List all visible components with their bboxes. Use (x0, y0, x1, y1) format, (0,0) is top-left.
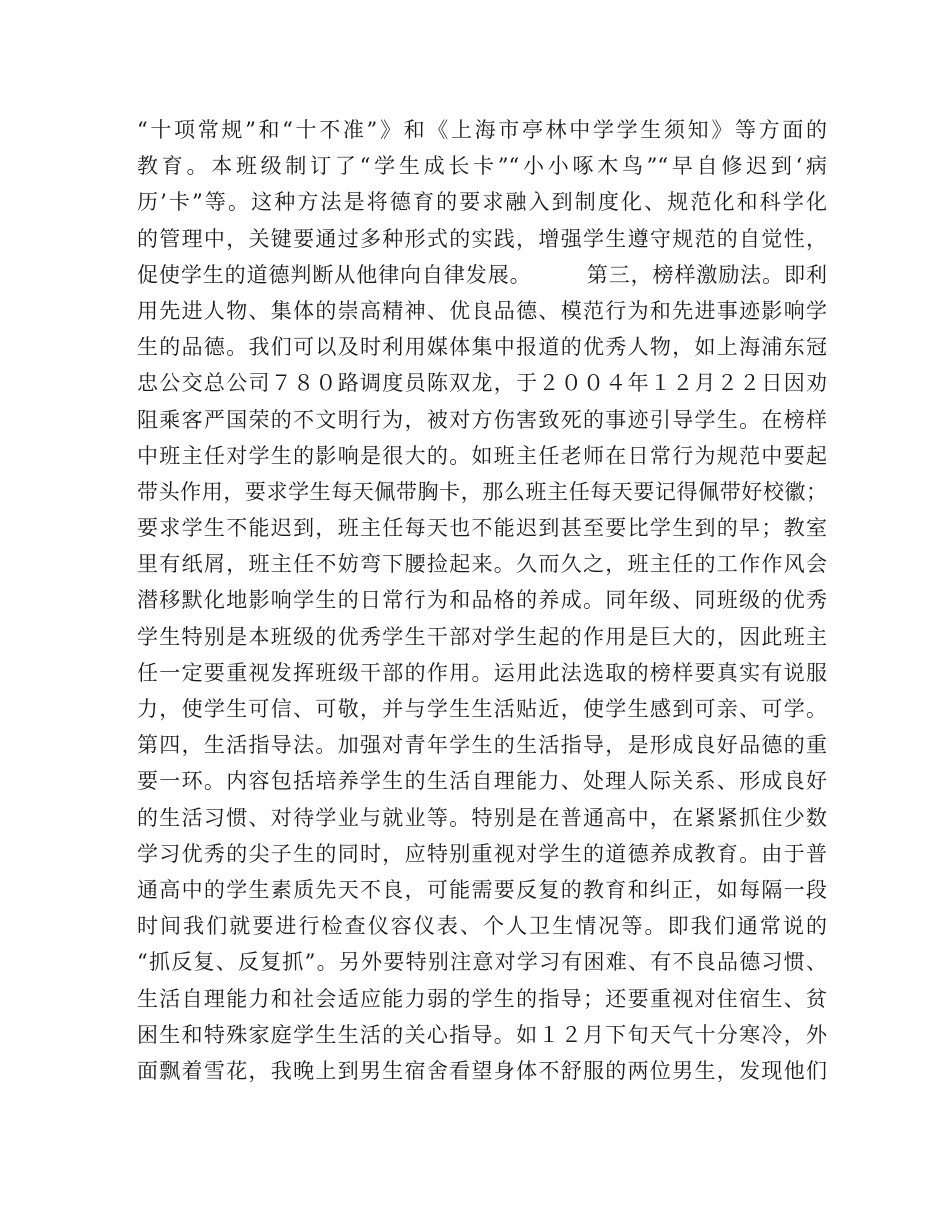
text-line: 历’卡”等。这种方法是将德育的要求融入到制度化、规范化和科学化 (137, 190, 827, 215)
text-line: 中班主任对学生的影响是很大的。如班主任老师在日常行为规范中要起 (137, 443, 827, 468)
text-line: 促使学生的道德判断从他律向自律发展。 第三，榜样激励法。即利 (137, 262, 827, 287)
text-line: 要一环。内容包括培养学生的生活自理能力、处理人际关系、形成良好 (137, 769, 827, 794)
text-line: 忠公交总公司７８０路调度员陈双龙，于２００４年１２月２２日因劝 (137, 371, 827, 396)
text-line: 潜移默化地影响学生的日常行为和品格的养成。同年级、同班级的优秀 (137, 588, 827, 613)
text-line: 的管理中，关键要通过多种形式的实践，增强学生遵守规范的自觉性， (137, 226, 827, 251)
text-line: 要求学生不能迟到，班主任每天也不能迟到甚至要比学生到的早；教室 (137, 516, 827, 541)
text-line: 教育。本班级制订了“学生成长卡”“小小啄木鸟”“早自修迟到‘病 (137, 154, 827, 179)
text-line: 阻乘客严国荣的不文明行为，被对方伤害致死的事迹引导学生。在榜样 (137, 407, 827, 432)
text-line: 任一定要重视发挥班级干部的作用。运用此法选取的榜样要真实有说服 (137, 660, 827, 685)
text-line: 用先进人物、集体的崇高精神、优良品德、模范行为和先进事迹影响学 (137, 298, 827, 323)
text-line: 学习优秀的尖子生的同时，应特别重视对学生的道德养成教育。由于普 (137, 841, 827, 866)
text-line: 的生活习惯、对待学业与就业等。特别是在普通高中，在紧紧抓住少数 (137, 805, 827, 830)
text-line: 生的品德。我们可以及时利用媒体集中报道的优秀人物，如上海浦东冠 (137, 335, 827, 360)
text-line: 带头作用，要求学生每天佩带胸卡，那么班主任每天要记得佩带好校徽； (137, 479, 827, 504)
text-line: 生活自理能力和社会适应能力弱的学生的指导；还要重视对住宿生、贫 (137, 986, 827, 1011)
text-line: “抓反复、反复抓”。另外要特别注意对学习有困难、有不良品德习惯、 (137, 950, 827, 975)
text-line: 面飘着雪花，我晚上到男生宿舍看望身体不舒服的两位男生，发现他们 (137, 1058, 827, 1083)
text-line: 里有纸屑，班主任不妨弯下腰捡起来。久而久之，班主任的工作作风会 (137, 552, 827, 577)
text-line: 通高中的学生素质先天不良，可能需要反复的教育和纠正，如每隔一段 (137, 877, 827, 902)
text-line: “十项常规”和“十不准”》和《上海市亭林中学学生须知》等方面的 (137, 118, 827, 142)
body-text (137, 112, 827, 1089)
text-line: 学生特别是本班级的优秀学生干部对学生起的作用是巨大的，因此班主 (137, 624, 827, 649)
text-line: 困生和特殊家庭学生生活的关心指导。如１２月下旬天气十分寒冷，外 (137, 1022, 827, 1047)
text-line: 力，使学生可信、可敬，并与学生生活贴近，使学生感到可亲、可学。 (137, 697, 827, 721)
text-line: 第四，生活指导法。加强对青年学生的生活指导，是形成良好品德的重 (137, 733, 827, 758)
text-line: 时间我们就要进行检查仪容仪表、个人卫生情况等。即我们通常说的 (137, 914, 827, 939)
